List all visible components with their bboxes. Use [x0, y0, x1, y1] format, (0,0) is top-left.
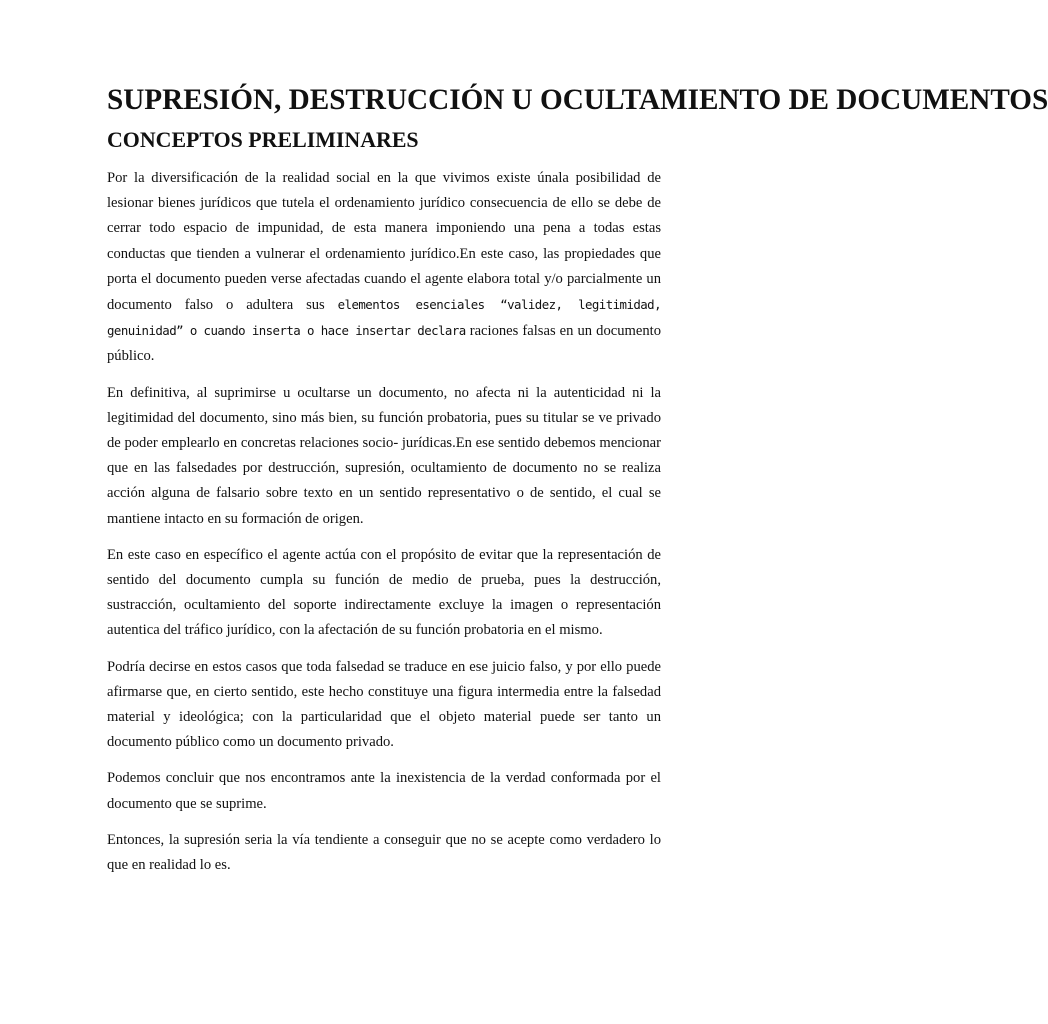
paragraph-6: Entonces, la supresión seria la vía tendiente a conseguir que no se acepte como verdadero lo que en realidad lo es. — [107, 831, 661, 874]
paragraph-1 — [107, 166, 661, 370]
document-body — [107, 84, 1048, 889]
document-title: SUPRESIÓN, DESTRUCCIÓN U OCULTAMIENTO DE DOCUMENTOS — [107, 84, 1048, 116]
paragraph-2: En definitiva, al suprimirse u ocultarse un documento, no afecta ni la autenticidad ni la legitimidad del documento, sino más bien, su función probatoria, pues su titular se ve privado de poder emplearlo en concretas relaciones socio- jurídicas.En ese sentido debemos mencionar que en las falsedades por destrucción, supresión, ocultamiento de documento no se realiza acción alguna de falsario sobre texto en un sentido representativo o de sentido, el cual se mantiene intacto en su formación de origen. — [107, 384, 661, 527]
paragraph-5: Podemos concluir que nos encontramos ante la inexistencia de la verdad conformada por el documento que se suprime. — [107, 770, 661, 812]
paragraph-3: En este caso en específico el agente actúa con el propósito de evitar que la representación de sentido del documento cumpla su función de medio de prueba, pues la destrucción, sustracción, ocultamiento del soporte indirectamente excluye la imagen o representación autentica del tráfico jurídico, con la afectación de su función probatoria en el mismo. — [107, 546, 661, 639]
paragraph-1-text: Por la diversificación de la realidad social en la que vivimos existe únala posibilidad de lesionar bienes jurídicos que tutela el ordenamiento jurídico consecuencia de ello se debe de cerrar todo espacio de impunidad, de esta manera imponiendo una pena a todas estas conductas que tienden a vulnerar el ordenamiento jurídico.En este caso, las propiedades que porta el documento pueden verse afectadas cuando el agente elabora total y/o parcialmente un documento falso o adultera sus — [107, 170, 661, 314]
paragraph-1-monospace-line: elementos esenciales “validez, legitimidad, genuinidad” o cuando inserta o hace insertar declara — [107, 297, 661, 339]
section-heading: CONCEPTOS PRELIMINARES — [107, 127, 419, 152]
paragraph-1-end: raciones falsas en un documento público. — [107, 323, 661, 365]
paragraph-4: Podría decirse en estos casos que toda falsedad se traduce en ese juicio falso, y por ello puede afirmarse que, en cierto sentido, este hecho constituye una figura intermedia entre la falsedad material y ideológica; con la particularidad que el objeto material puede ser tanto un documento público como un documento privado. — [107, 658, 661, 751]
